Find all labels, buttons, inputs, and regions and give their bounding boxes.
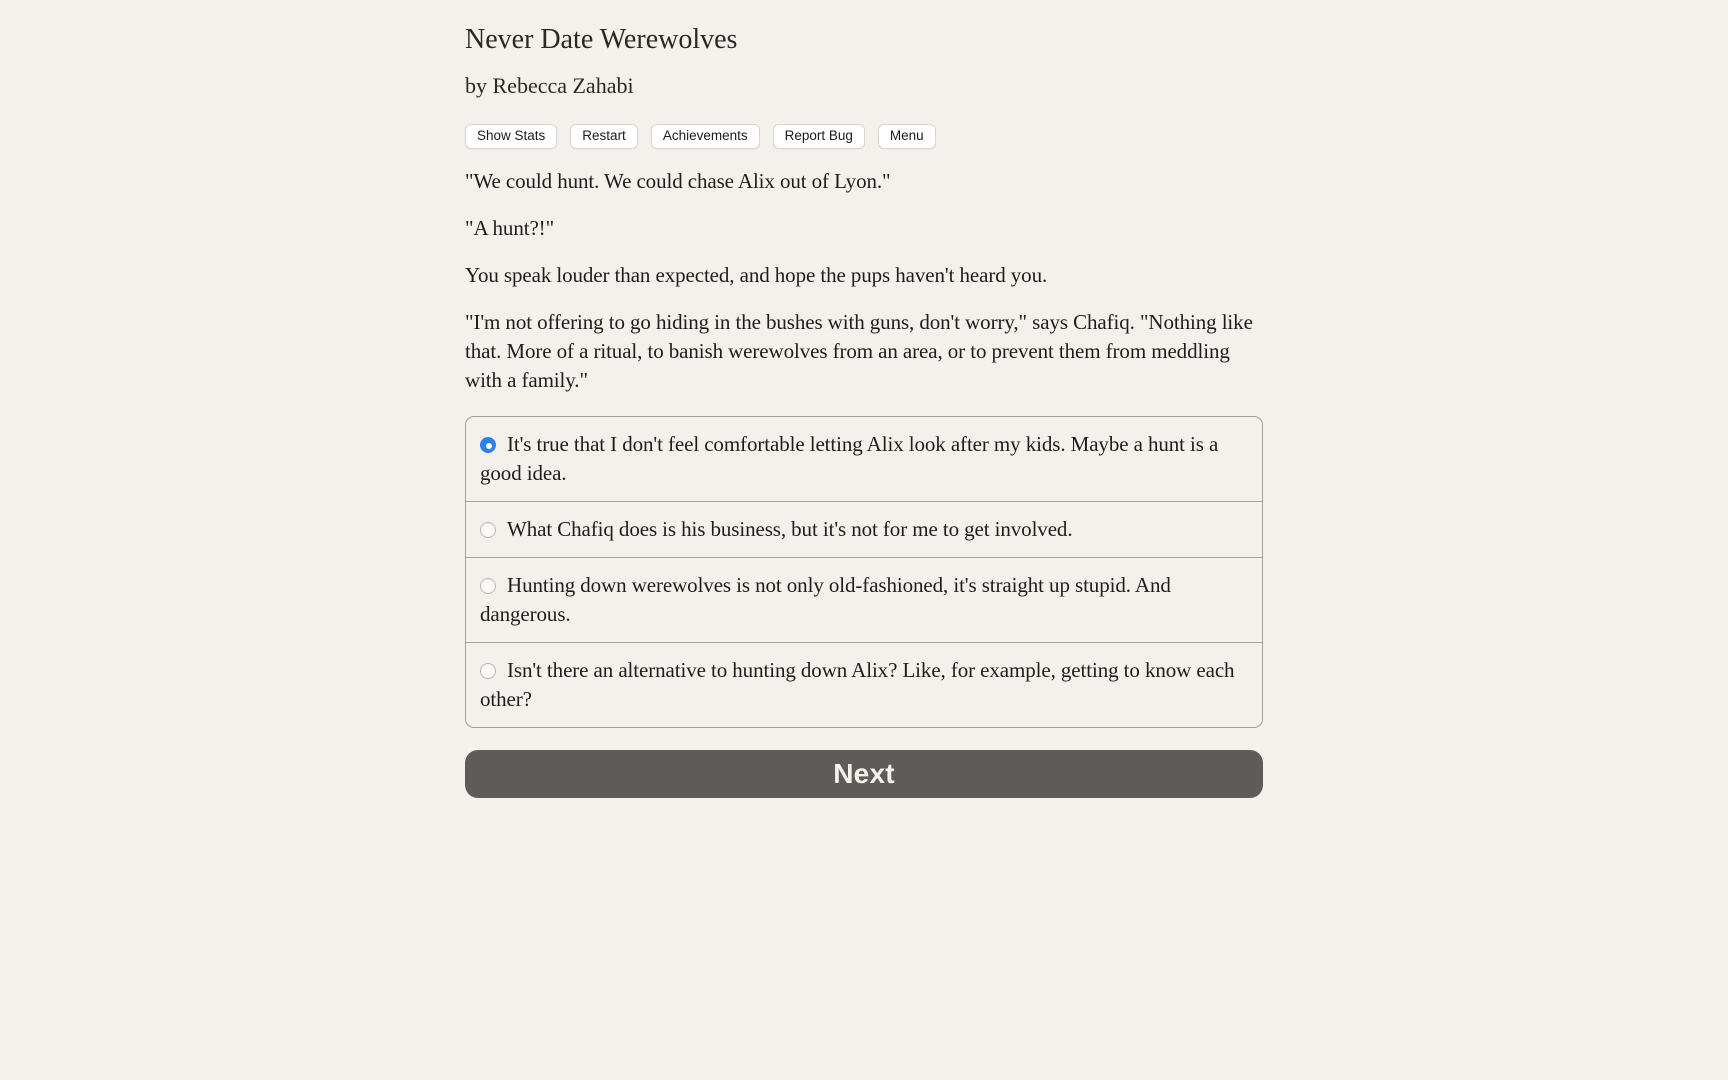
next-button[interactable]: Next xyxy=(465,750,1263,798)
choice-option-label: Isn't there an alternative to hunting down Alix? Like, for example, getting to know each other? xyxy=(480,658,1235,711)
choice-option[interactable] xyxy=(466,501,1262,557)
radio-button[interactable] xyxy=(480,578,496,594)
story-paragraph: You speak louder than expected, and hope the pups haven't heard you. xyxy=(465,263,1048,287)
story-paragraph: "A hunt?!" xyxy=(465,216,555,240)
story-paragraph: "We could hunt. We could chase Alix out of Lyon." xyxy=(465,169,891,193)
radio-button[interactable] xyxy=(480,522,496,538)
choice-option-label: Hunting down werewolves is not only old-fashioned, it's straight up stupid. And dangerous. xyxy=(480,573,1171,626)
choice-option[interactable] xyxy=(466,642,1262,727)
report-bug-button[interactable]: Report Bug xyxy=(773,124,865,149)
choice-box xyxy=(465,416,1263,728)
show-stats-button[interactable]: Show Stats xyxy=(465,124,557,149)
story-paragraph: "I'm not offering to go hiding in the bushes with guns, don't worry," says Chafiq. "Nothing like that. More of a ritual, to banish werewolves from an area, or to prevent them from meddling with a family." xyxy=(465,310,1253,392)
page-content xyxy=(465,0,1263,798)
menu-button[interactable]: Menu xyxy=(878,124,936,149)
achievements-button[interactable]: Achievements xyxy=(651,124,760,149)
choice-option[interactable] xyxy=(466,417,1262,501)
radio-button[interactable] xyxy=(480,437,496,453)
radio-button[interactable] xyxy=(480,663,496,679)
restart-button[interactable]: Restart xyxy=(570,124,638,149)
toolbar xyxy=(465,124,1263,149)
choice-option[interactable] xyxy=(466,557,1262,642)
game-byline: by Rebecca Zahabi xyxy=(465,73,634,98)
choice-option-label: It's true that I don't feel comfortable letting Alix look after my kids. Maybe a hunt is a good idea. xyxy=(480,432,1219,485)
game-title: Never Date Werewolves xyxy=(465,24,738,55)
choice-option-label: What Chafiq does is his business, but it's not for me to get involved. xyxy=(507,517,1073,541)
story-text xyxy=(465,167,1263,395)
